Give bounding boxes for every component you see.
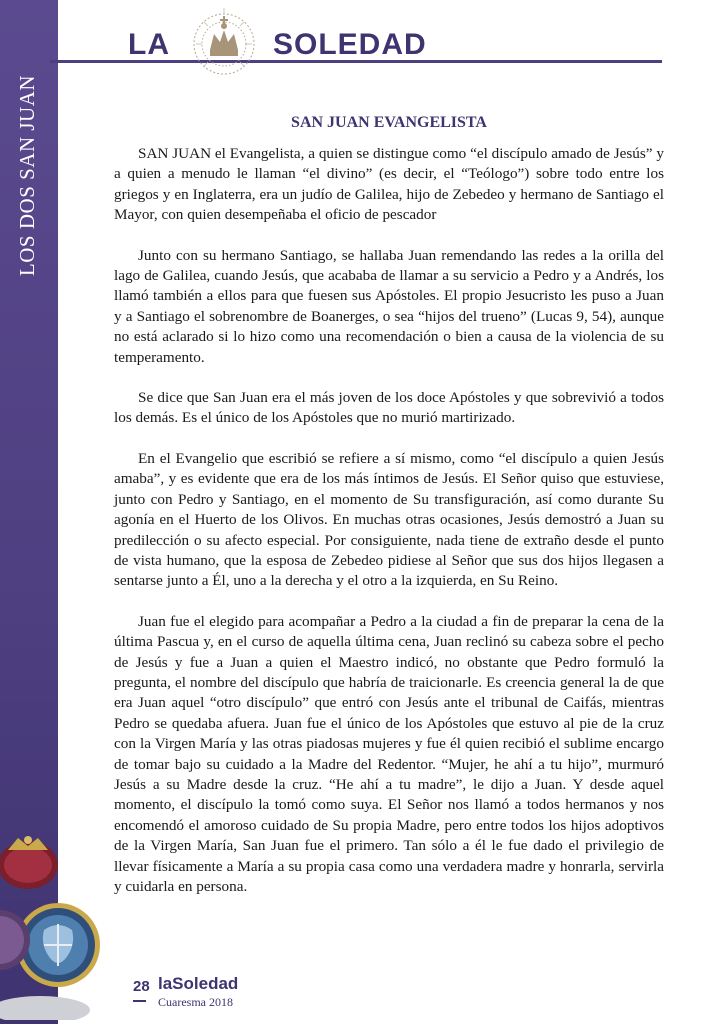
footer-issue	[158, 995, 233, 1010]
footer-rule	[133, 1000, 146, 1002]
brotherhood-emblem	[0, 820, 110, 1020]
crown-icon	[186, 4, 262, 80]
footer-year: 2018	[208, 995, 233, 1009]
paragraph: Se dice que San Juan era el más joven de los doce Apóstoles y que sobrevivió a todos los demás. Es el único de los Apóstoles que no murió martirizado.	[114, 389, 664, 427]
footer-brand: laSoledad	[158, 974, 239, 993]
header-title-right: SOLEDAD	[273, 28, 427, 61]
emblem-icon	[0, 820, 110, 1020]
paragraph: Junto con su hermano Santiago, se hallaba Juan remendando las redes a la orilla del lago de Galilea, cuando Jesús, que acababa de llamar a su servicio a Pedro y a Andrés, los llamó también a ellos para que fuesen sus Apóstoles. El propio Jesucristo les puso a Juan y a Santiago el sobrenombre de Boanerges, o sea “hijos del trueno” (Lucas 9, 54), aunque no está aclarado si lo hizo como una recomendación o bien a causa de la violencia de su temperamento.	[114, 246, 664, 366]
header-title-left: LA	[128, 28, 170, 61]
sidebar-title-text: LOS DOS SAN JUAN	[15, 74, 40, 276]
article-title: SAN JUAN EVANGELISTA	[291, 114, 487, 131]
paragraph: En el Evangelio que escribió se refiere a sí mismo, como “el discípulo a quien Jesús amaba”, y es evidente que era de los más íntimos de Jesús. El Señor quiso que estuviese, junto con Pedro y Santiago, en el momento de Su transfiguración, así como durante Su agonía en el Huerto de los Olivos. En muchas otras ocasiones, Jesús demostró a Juan su predilección o su afecto especial. Por consiguiente, nada tiene de extraño desde el punto de vista humano, que la esposa de Zebedeo pidiese al Señor que sus dos hijos llegasen a sentarse junto a Él, uno a la derecha y el otro a la izquierda, en Su Reino.	[114, 449, 664, 590]
paragraph: SAN JUAN el Evangelista, a quien se distingue como “el discípulo amado de Jesús” y a quien a menudo le llaman “el divino” (es decir, el “Teólogo”) sobre todo entre los griegos y en Inglaterra, era un judío de Galilea, hijo de Zebedeo y hermano de Santiago el Mayor, con quien desempeñaba el oficio de pescador	[114, 145, 664, 224]
article	[114, 112, 664, 917]
sidebar-title	[8, 60, 48, 290]
page-number: 28	[133, 978, 150, 995]
paragraph: Juan fue el elegido para acompañar a Pedro a la ciudad a fin de preparar la cena de la última Pascua y, en el curso de aquella última cena, Juan reclinó su cabeza sobre el pecho de Jesús y fue a Juan a quien el Maestro indicó, no obstante que Pedro formuló la pregunta, el nombre del discípulo que habría de traicionarle. Es creencia general la de que era Juan aquel “otro discípulo” que entró con Jesús ante el tribunal de Caifás, mientras Pedro se quedaba afuera. Juan fue el único de los Apóstoles que estuvo al pie de la cruz con la Virgen María y las otras piadosas mujeres y fue él quien recibió el sublime encargo de tomar bajo su cuidado a la Madre del Redentor. “Mujer, he ahí a tu hijo”, murmuró Jesús a su Madre desde la cruz. “He ahí a tu madre”, le dijo a Juan. Y desde aquel momento, el discípulo la tomó como suya. El Señor nos llamó a todos hermanos y nos encomendó el amoroso cuidado de Su propia Madre, pero entre todos los hijos adoptivos de la Virgen María, San Juan fue el primero. Tan sólo a él le fue dado el privilegio de llevar físicamente a María a su propia casa como una verdadera madre y honrarla, servirla y cuidarla en persona.	[114, 612, 664, 895]
footer-season: Cuaresma	[158, 995, 206, 1009]
